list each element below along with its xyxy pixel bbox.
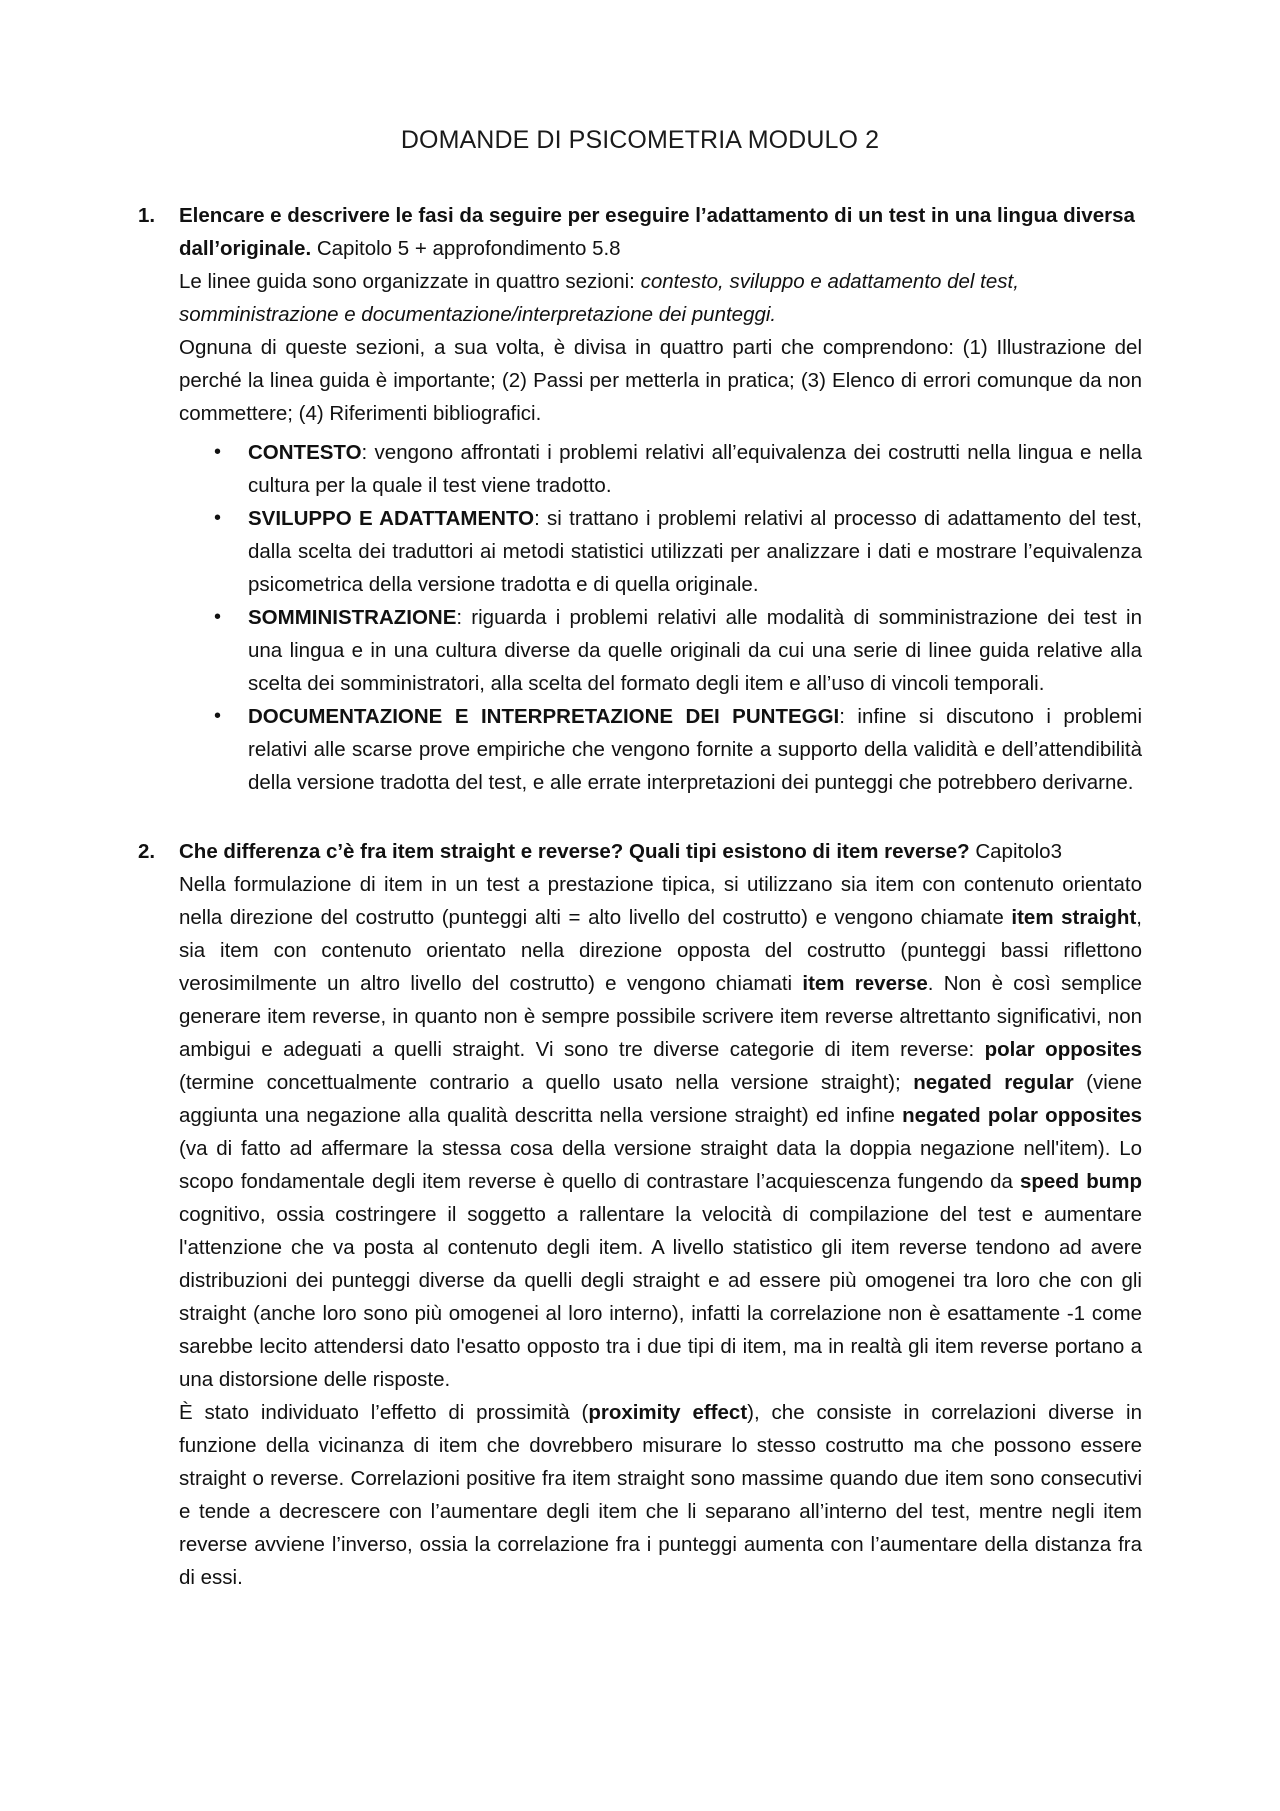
bullet-label: SVILUPPO E ADATTAMENTO bbox=[248, 507, 535, 530]
run-text: ), che consiste in correlazioni diverse in funzione della vicinanza di item che dovrebbero misurare lo stesso costrutto ma che possono essere straight o reverse. Correlazioni positive fra item straight sono massime quando due item sono consecutivi e tende a decrescere con l’aumentare degli item che li separano all’interno del test, mentre negli item reverse avviene l’inverso, ossia la correlazione fra i punteggi aumenta con l’aumentare della distanza fra di essi. bbox=[179, 1401, 1142, 1589]
question-prompt-1: Elencare e descrivere le fasi da seguire per eseguire l’adattamento di un test in una lingua diversa dall’originale. bbox=[179, 204, 1135, 260]
bullet-point-icon: • bbox=[214, 606, 222, 628]
bullet-text: : si trattano i problemi relativi al processo di adattamento del test, dalla scelta dei traduttori ai metodi statistici utilizzati per analizzare i dati e mostrare l’equivalenza psicometrica della versione tradotta e di quella originale. bbox=[248, 507, 1142, 596]
run-bold: proximity effect bbox=[588, 1401, 748, 1424]
bullet-label: CONTESTO bbox=[248, 441, 362, 464]
run-text: Ognuna di queste sezioni, a sua volta, è divisa in quattro parti che comprendono: (1) Illustrazione del perché la linea guida è importante; (2) Passi per metterla in pratica; (3) Elenco di errori comunque da non commettere; (4) Riferimenti bibliografici. bbox=[179, 336, 1142, 425]
bullet-text: : vengono affrontati i problemi relativi all’equivalenza dei costrutti nella lingua e nella cultura per la quale il test viene tradotto. bbox=[248, 441, 1142, 497]
question-number-1: 1. bbox=[138, 204, 156, 227]
run-text: Nella formulazione di item in un test a prestazione tipica, si utilizzano sia item con contenuto orientato nella direzione del costrutto (punteggi alti = alto livello del costrutto) e vengono chiamate bbox=[179, 873, 1142, 929]
question-heading-2 bbox=[179, 835, 1142, 868]
bullet-point-icon: • bbox=[214, 705, 222, 727]
question-reference-1: Capitolo 5 + approfondimento 5.8 bbox=[311, 237, 621, 260]
bullet-label: DOCUMENTAZIONE E INTERPRETAZIONE DEI PUNTEGGI bbox=[248, 705, 840, 728]
question-list bbox=[138, 199, 1142, 1594]
run-bold: item straight bbox=[1011, 906, 1137, 929]
run-text: Le linee guida sono organizzate in quattro sezioni: bbox=[179, 270, 641, 293]
question-1-paragraph-1 bbox=[179, 265, 1142, 331]
run-text: (va di fatto ad affermare la stessa cosa della versione straight data la doppia negazione nell'item). Lo scopo fondamentale degli item reverse è quello di contrastare l’acquiescenza fungendo da bbox=[179, 1137, 1142, 1193]
bullet-item-documentazione-interpretazione bbox=[179, 700, 1142, 799]
bullet-text: : infine si discutono i problemi relativi alle scarse prove empiriche che vengono fornite a supporto della validità e dell’attendibilità della versione tradotta del test, e alle errate interpretazioni dei punteggi che potrebbero derivarne. bbox=[248, 705, 1142, 794]
question-2-paragraph-1 bbox=[179, 868, 1142, 1396]
page-title: DOMANDE DI PSICOMETRIA MODULO 2 bbox=[400, 126, 880, 154]
run-bold: negated regular bbox=[913, 1071, 1074, 1094]
run-text: (viene aggiunta una negazione alla qualità descritta nella versione straight) ed infine bbox=[179, 1071, 1143, 1127]
question-item-1 bbox=[138, 199, 1142, 799]
question-2-paragraph-2 bbox=[179, 1396, 1142, 1594]
run-bold: negated polar opposites bbox=[902, 1104, 1142, 1127]
bullet-item-somministrazione bbox=[179, 601, 1142, 700]
bullet-item-contesto bbox=[179, 436, 1142, 502]
run-text: (termine concettualmente contrario a quello usato nella versione straight); bbox=[179, 1071, 914, 1094]
run-italic: contesto, sviluppo e adattamento del test, somministrazione e documentazione/interpretazione dei punteggi. bbox=[179, 270, 1019, 326]
run-text: , sia item con contenuto orientato nella direzione opposta del costrutto (punteggi bassi riflettono verosimilmente un altro livello del costrutto) e vengono chiamati bbox=[179, 906, 1142, 995]
bullet-text: : riguarda i problemi relativi alle modalità di somministrazione dei test in una lingua e in una cultura diverse da quelle originali da cui una serie di linee guida relative alla scelta dei somministratori, alla scelta del formato degli item e all’uso di vincoli temporali. bbox=[248, 606, 1142, 695]
run-bold: polar opposites bbox=[984, 1038, 1142, 1061]
question-heading-1 bbox=[179, 199, 1142, 265]
bullet-label: SOMMINISTRAZIONE bbox=[248, 606, 457, 629]
run-text: cognitivo, ossia costringere il soggetto a rallentare la velocità di compilazione del test e aumentare l'attenzione che va posta al contenuto degli item. A livello statistico gli item reverse tendono ad avere distribuzioni dei punteggi diverse da quelli degli straight e ad essere più omogenei tra loro che con gli straight (anche loro sono più omogenei al loro interno), infatti la correlazione non è esattamente -1 come sarebbe lecito attendersi dato l'esatto opposto tra i due tipi di item, ma in realtà gli item reverse portano a una distorsione delle risposte. bbox=[179, 1203, 1142, 1391]
bullet-point-icon: • bbox=[214, 507, 222, 529]
question-1-paragraph-2 bbox=[179, 331, 1142, 430]
bullet-point-icon: • bbox=[214, 441, 222, 463]
run-text: È stato individuato l’effetto di prossimità ( bbox=[179, 1401, 589, 1424]
bullet-item-sviluppo-adattamento bbox=[179, 502, 1142, 601]
question-item-2 bbox=[138, 835, 1142, 1594]
run-bold: speed bump bbox=[1019, 1170, 1142, 1193]
question-1-bullet-list bbox=[179, 436, 1142, 799]
question-prompt-2: Che differenza c’è fra item straight e reverse? Quali tipi esistono di item reverse? bbox=[179, 840, 970, 863]
question-number-2: 2. bbox=[138, 840, 156, 863]
question-reference-2: Capitolo3 bbox=[969, 840, 1062, 863]
run-bold: item reverse bbox=[802, 972, 928, 995]
run-text: . Non è così semplice generare item reverse, in quanto non è sempre possibile scrivere item reverse altrettanto significativi, non ambigui e adeguati a quelli straight. Vi sono tre diverse categorie di item reverse: bbox=[179, 972, 1143, 1061]
